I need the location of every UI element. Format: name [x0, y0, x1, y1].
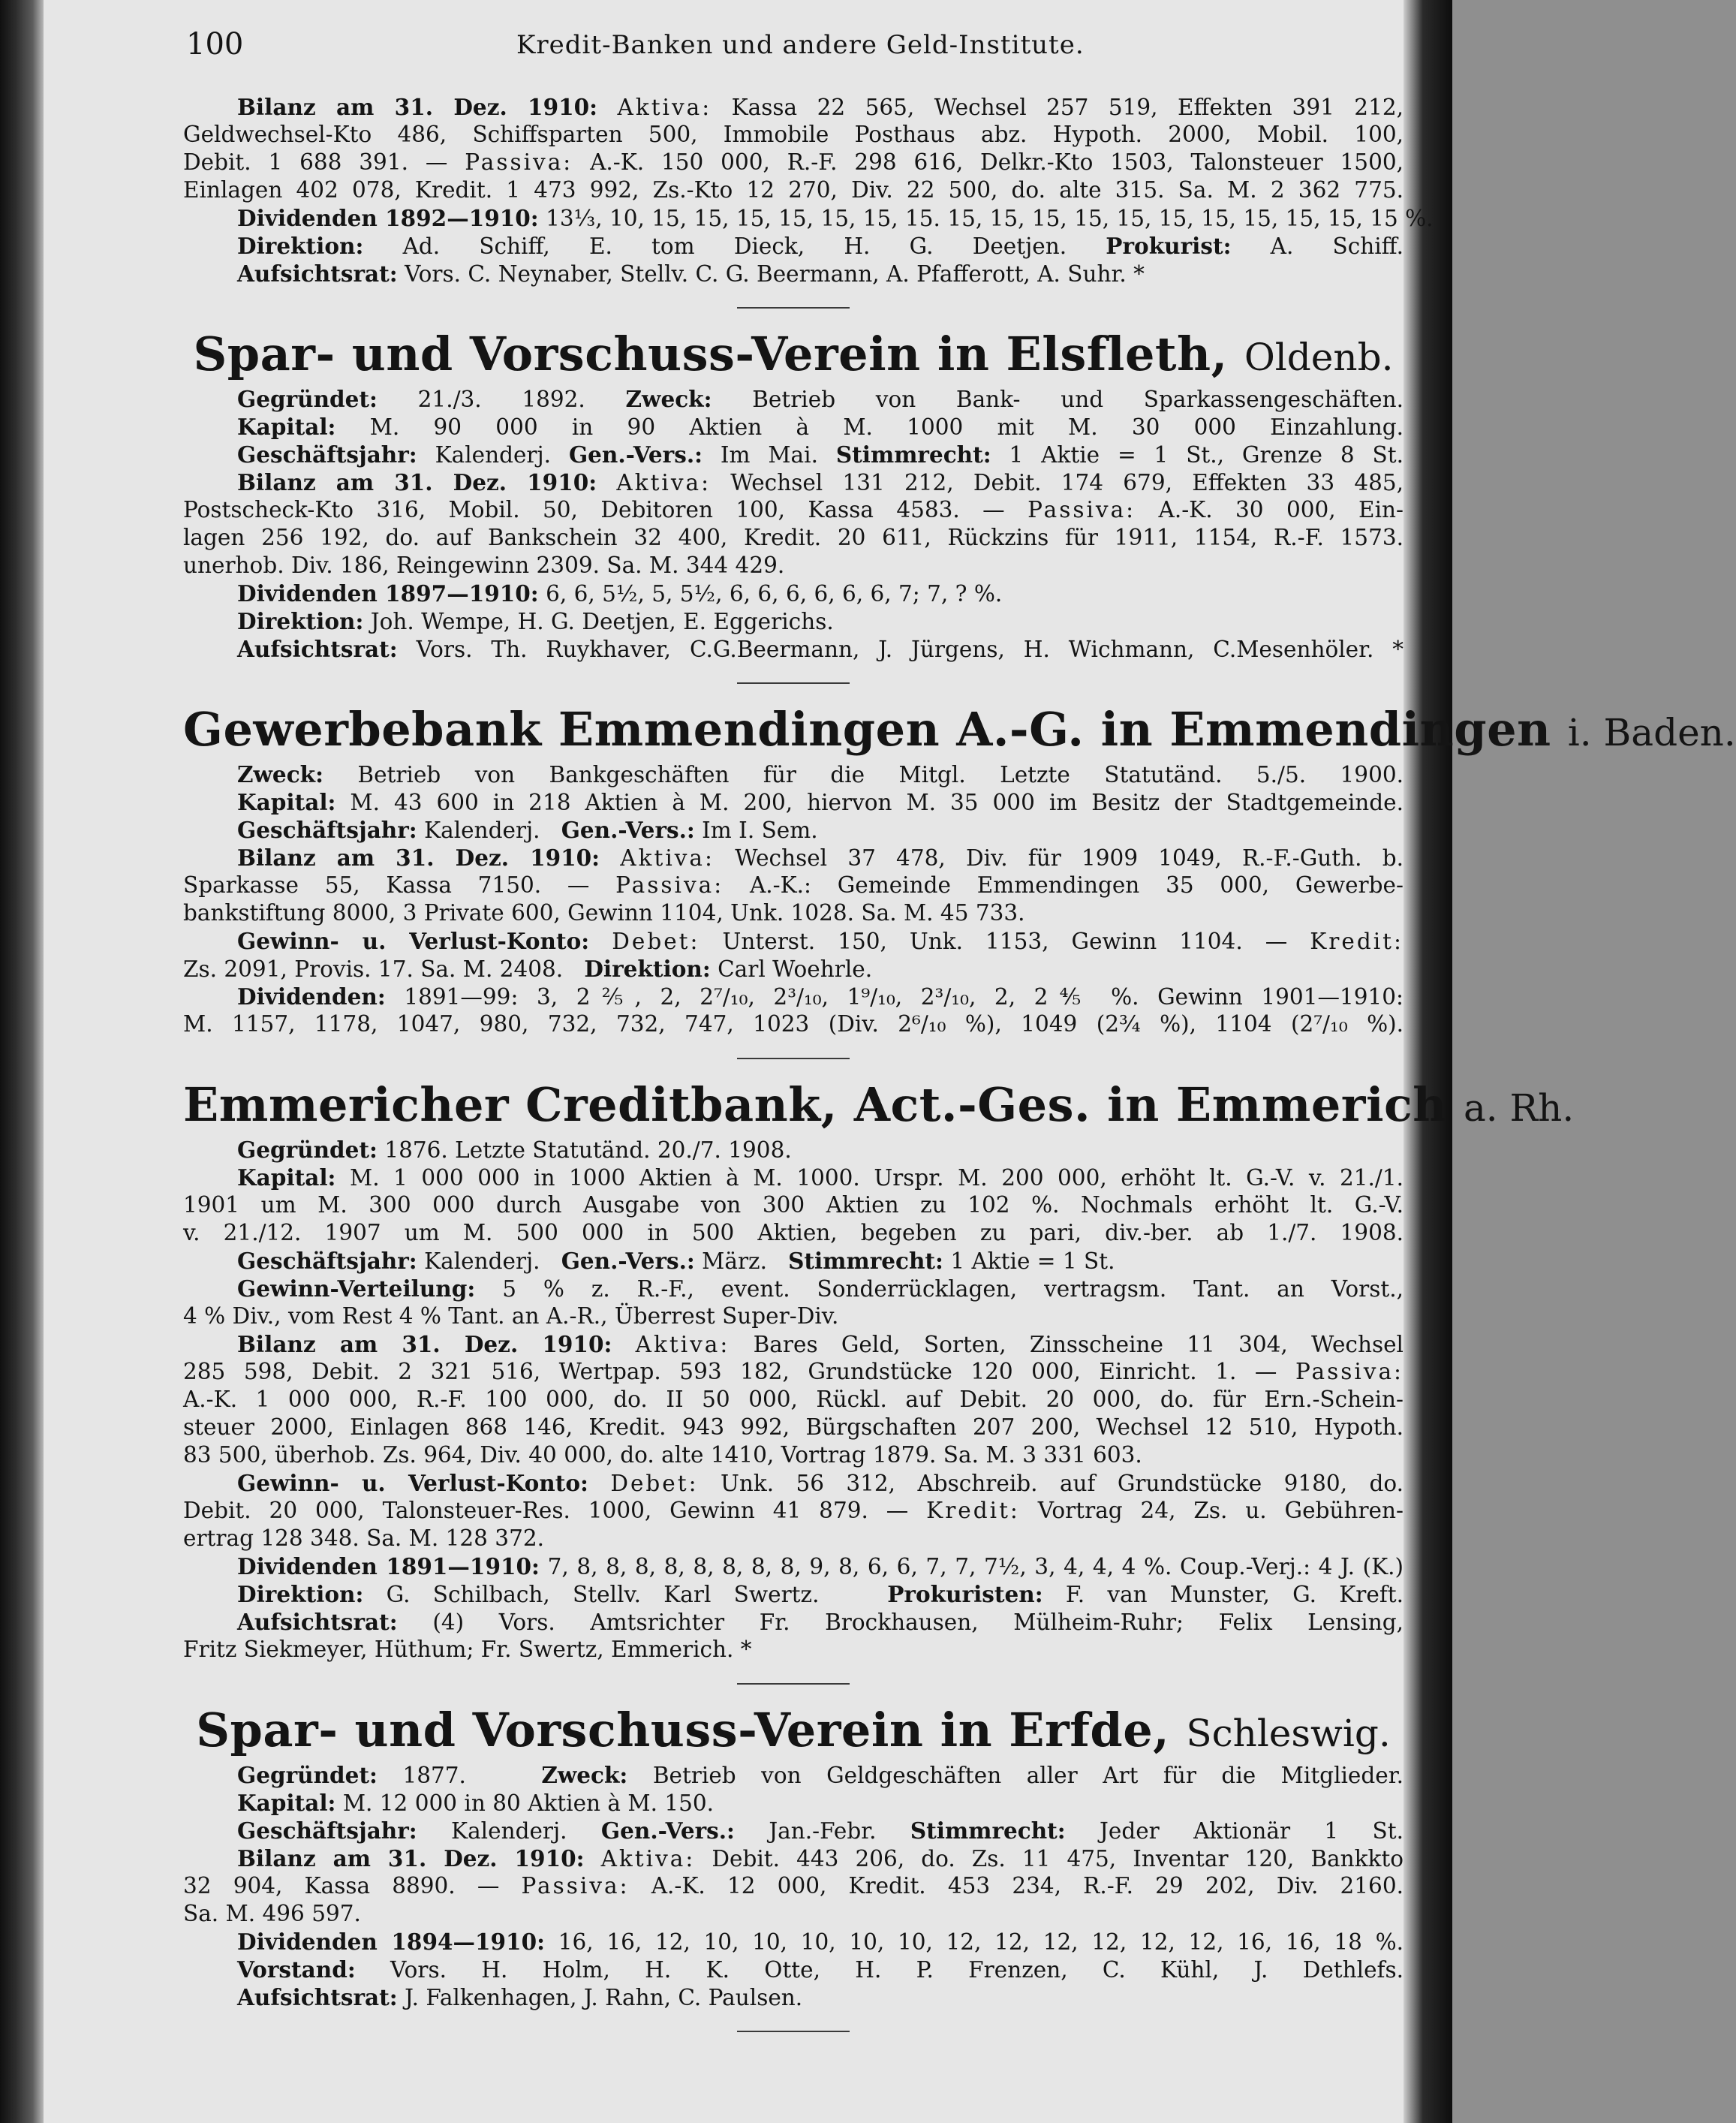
text-line: Dividenden 1891—1910: 7, 8, 8, 8, 8, 8, 8, 8, 8, 9, 8, 6, 6, 7, 7, 7½, 3, 4, 4, 4 %. Coup.-Verj.: 4 J. (K.)	[237, 1553, 1404, 1579]
section-divider	[737, 1058, 850, 1059]
text-line: Dividenden 1894—1910: 16, 16, 12, 10, 10, 10, 10, 10, 12, 12, 12, 12, 12, 12, 16, 16, 18 %.	[237, 1929, 1404, 1955]
text-line: 285 598, Debit. 2 321 516, Wertpap. 593 182, Grundstücke 120 000, Einricht. 1. — Passiva:	[183, 1359, 1404, 1384]
page-number: 100	[186, 27, 244, 62]
text-line: ertrag 128 348. Sa. M. 128 372.	[183, 1525, 544, 1551]
text-line: Kapital: M. 90 000 in 90 Aktien à M. 1000 mit M. 30 000 Einzahlung.	[237, 414, 1404, 440]
text-line: unerhob. Div. 186, Reingewinn 2309. Sa. M. 344 429.	[183, 553, 785, 578]
text-line: Gegründet: 21./3. 1892. Zweck: Betrieb von Bank- und Sparkassengeschäften.	[237, 386, 1404, 412]
text-line: A.-K. 1 000 000, R.-F. 100 000, do. II 50 000, Rückl. auf Debit. 20 000, do. für Ern.-Schein-	[183, 1387, 1404, 1412]
text-line: bankstiftung 8000, 3 Private 600, Gewinn 1104, Unk. 1028. Sa. M. 45 733.	[183, 900, 1025, 926]
text-line: Direktion: G. Schilbach, Stellv. Karl Swertz. Prokuristen: F. van Munster, G. Kreft.	[237, 1581, 1404, 1607]
text-line: Direktion: Joh. Wempe, H. G. Deetjen, E. Eggerichs.	[237, 608, 834, 634]
text-line: Direktion: Ad. Schiff, E. tom Dieck, H. G. Deetjen. Prokurist: A. Schiff.	[237, 233, 1404, 259]
entry-title: Spar- und Vorschuss-Verein in Erfde, Schleswig.	[196, 1703, 1391, 1757]
entry-continuation	[183, 93, 1434, 288]
text-line: Vorstand: Vors. H. Holm, H. K. Otte, H. P. Frenzen, C. Kühl, J. Dethlefs.	[237, 1956, 1404, 1983]
entry-emmerich	[183, 1077, 1575, 1664]
text-line: steuer 2000, Einlagen 868 146, Kredit. 943 992, Bürgschaften 207 200, Wechsel 12 510, Hypoth.	[183, 1414, 1404, 1440]
text-line: Geschäftsjahr: Kalenderj. Gen.-Vers.: Im Mai. Stimmrecht: 1 Aktie = 1 St., Grenze 8 St.	[237, 441, 1404, 468]
text-line: Kapital: M. 12 000 in 80 Aktien à M. 150.	[237, 1790, 715, 1816]
text-line: Geschäftsjahr: Kalenderj. Gen.-Vers.: März. Stimmrecht: 1 Aktie = 1 St.	[237, 1248, 1115, 1274]
text-line: Zweck: Betrieb von Bankgeschäften für die Mitgl. Letzte Statutänd. 5./5. 1900.	[237, 761, 1404, 787]
text-line: Aufsichtsrat: J. Falkenhagen, J. Rahn, C. Paulsen.	[237, 1984, 803, 2010]
entry-elsfleth	[183, 328, 1404, 663]
text-line: Geldwechsel-Kto 486, Schiffsparten 500, Immobile Posthaus abz. Hypoth. 2000, Mobil. 100,	[183, 122, 1404, 147]
text-line: Dividenden 1892—1910: 13⅓, 10, 15, 15, 15, 15, 15, 15, 15. 15, 15, 15, 15, 15, 15, 15, 15, 15, 15, 15 %.	[237, 205, 1434, 231]
text-line: Geschäftsjahr: Kalenderj. Gen.-Vers.: Jan.-Febr. Stimmrecht: Jeder Aktionär 1 St.	[237, 1817, 1404, 1844]
page-header	[186, 27, 1402, 69]
text-line: Dividenden 1897—1910: 6, 6, 5½, 5, 5½, 6, 6, 6, 6, 6, 6, 7; 7, ? %.	[237, 580, 1003, 607]
text-line: Aufsichtsrat: (4) Vors. Amtsrichter Fr. Brockhausen, Mülheim-Ruhr; Felix Lensing,	[237, 1609, 1404, 1635]
section-divider	[737, 307, 850, 309]
text-line: Aufsichtsrat: Vors. Th. Ruykhaver, C.G.Beermann, J. Jürgens, H. Wichmann, C.Mesenhöler. *	[237, 636, 1404, 662]
text-line: v. 21./12. 1907 um M. 500 000 in 500 Aktien, begeben zu pari, div.-ber. ab 1./7. 1908.	[183, 1220, 1404, 1245]
text-line: 32 904, Kassa 8890. — Passiva: A.-K. 12 000, Kredit. 453 234, R.-F. 29 202, Div. 2160.	[183, 1873, 1404, 1899]
running-title: Kredit-Banken und andere Geld-Institute.	[516, 30, 1085, 60]
entry-erfde	[183, 1704, 1404, 2011]
page-edge-shadow	[1404, 0, 1452, 2123]
text-line: Gewinn-Verteilung: 5 % z. R.-F., event. Sonderrücklagen, vertragsm. Tant. an Vorst.,	[237, 1275, 1404, 1302]
entry-title: Emmericher Creditbank, Act.-Ges. in Emmerich a. Rh.	[183, 1077, 1575, 1132]
text-line: lagen 256 192, do. auf Bankschein 32 400, Kredit. 20 611, Rückzins für 1911, 1154, R.-F. 1573.	[183, 525, 1404, 550]
text-line: Gewinn- u. Verlust-Konto: Debet: Unterst. 150, Unk. 1153, Gewinn 1104. — Kredit:	[237, 928, 1404, 954]
text-line: Debit. 1 688 391. — Passiva: A.-K. 150 000, R.-F. 298 616, Delkr.-Kto 1503, Talonsteuer 1500,	[183, 149, 1404, 175]
text-line: Bilanz am 31. Dez. 1910: Aktiva: Wechsel 131 212, Debit. 174 679, Effekten 33 485,	[237, 469, 1404, 495]
text-line: Aufsichtsrat: Vors. C. Neynaber, Stellv. C. G. Beermann, A. Pfafferott, A. Suhr. *	[237, 260, 1145, 287]
section-divider	[737, 1683, 850, 1685]
text-line: 83 500, überhob. Zs. 964, Div. 40 000, do. alte 1410, Vortrag 1879. Sa. M. 3 331 603.	[183, 1442, 1142, 1468]
text-line: Kapital: M. 43 600 in 218 Aktien à M. 200, hiervon M. 35 000 im Besitz der Stadtgemeinde.	[237, 789, 1404, 815]
entry-title: Spar- und Vorschuss-Verein in Elsfleth, Oldenb.	[193, 327, 1394, 381]
entry-title: Gewerbebank Emmendingen A.-G. in Emmendingen i. Baden.	[183, 702, 1736, 757]
text-line: Geschäftsjahr: Kalenderj. Gen.-Vers.: Im I. Sem.	[237, 817, 818, 843]
text-line: Postscheck-Kto 316, Mobil. 50, Debitoren 100, Kassa 4583. — Passiva: A.-K. 30 000, Ein-	[183, 497, 1404, 522]
text-line: Kapital: M. 1 000 000 in 1000 Aktien à M. 1000. Urspr. M. 200 000, erhöht lt. G.-V. v. 21./1.	[237, 1164, 1404, 1191]
text-line: Zs. 2091, Provis. 17. Sa. M. 2408. Direktion: Carl Woehrle.	[183, 956, 873, 982]
section-divider	[737, 2031, 850, 2032]
section-divider	[737, 682, 850, 684]
text-line: Bilanz am 31. Dez. 1910: Aktiva: Bares Geld, Sorten, Zinsscheine 11 304, Wechsel	[237, 1331, 1404, 1357]
text-line: Dividenden: 1891—99: 3, 2⅖, 2, 2⁷/₁₀, 2³/₁₀, 1⁹/₁₀, 2³/₁₀, 2, 2⅘ %. Gewinn 1901—1910:	[237, 983, 1404, 1010]
text-line: Gewinn- u. Verlust-Konto: Debet: Unk. 56 312, Abschreib. auf Grundstücke 9180, do.	[237, 1470, 1404, 1496]
text-line: 1901 um M. 300 000 durch Ausgabe von 300 Aktien zu 102 %. Nochmals erhöht lt. G.-V.	[183, 1192, 1404, 1218]
entry-emmendingen	[183, 702, 1736, 1038]
text-line: Bilanz am 31. Dez. 1910: Aktiva: Debit. 443 206, do. Zs. 11 475, Inventar 120, Bankkto	[237, 1845, 1404, 1872]
text-line: Bilanz am 31. Dez. 1910: Aktiva: Kassa 22 565, Wechsel 257 519, Effekten 391 212,	[237, 94, 1404, 120]
text-line: 4 % Div., vom Rest 4 % Tant. an A.-R., Überrest Super-Div.	[183, 1303, 839, 1329]
text-line: Sparkasse 55, Kassa 7150. — Passiva: A.-K.: Gemeinde Emmendingen 35 000, Gewerbe-	[183, 872, 1404, 898]
text-line: Debit. 20 000, Talonsteuer-Res. 1000, Gewinn 41 879. — Kredit: Vortrag 24, Zs. u. Gebühren-	[183, 1498, 1404, 1523]
text-line: Gegründet: 1877. Zweck: Betrieb von Geldgeschäften aller Art für die Mitglieder.	[237, 1762, 1404, 1788]
text-line: Einlagen 402 078, Kredit. 1 473 992, Zs.-Kto 12 270, Div. 22 500, do. alte 315. Sa. M. 2 362 775.	[183, 177, 1404, 203]
text-line: Sa. M. 496 597.	[183, 1901, 361, 1926]
text-line: Fritz Siekmeyer, Hüthum; Fr. Swertz, Emmerich. *	[183, 1637, 752, 1662]
page-content	[183, 93, 1736, 2052]
book-spine-shadow	[0, 0, 44, 2123]
text-line: M. 1157, 1178, 1047, 980, 732, 732, 747, 1023 (Div. 2⁶/₁₀ %), 1049 (2¾ %), 1104 (2⁷/₁₀ %).	[183, 1011, 1404, 1037]
text-line: Gegründet: 1876. Letzte Statutänd. 20./7. 1908.	[237, 1137, 792, 1163]
text-line: Bilanz am 31. Dez. 1910: Aktiva: Wechsel 37 478, Div. für 1909 1049, R.-F.-Guth. b.	[237, 845, 1404, 871]
